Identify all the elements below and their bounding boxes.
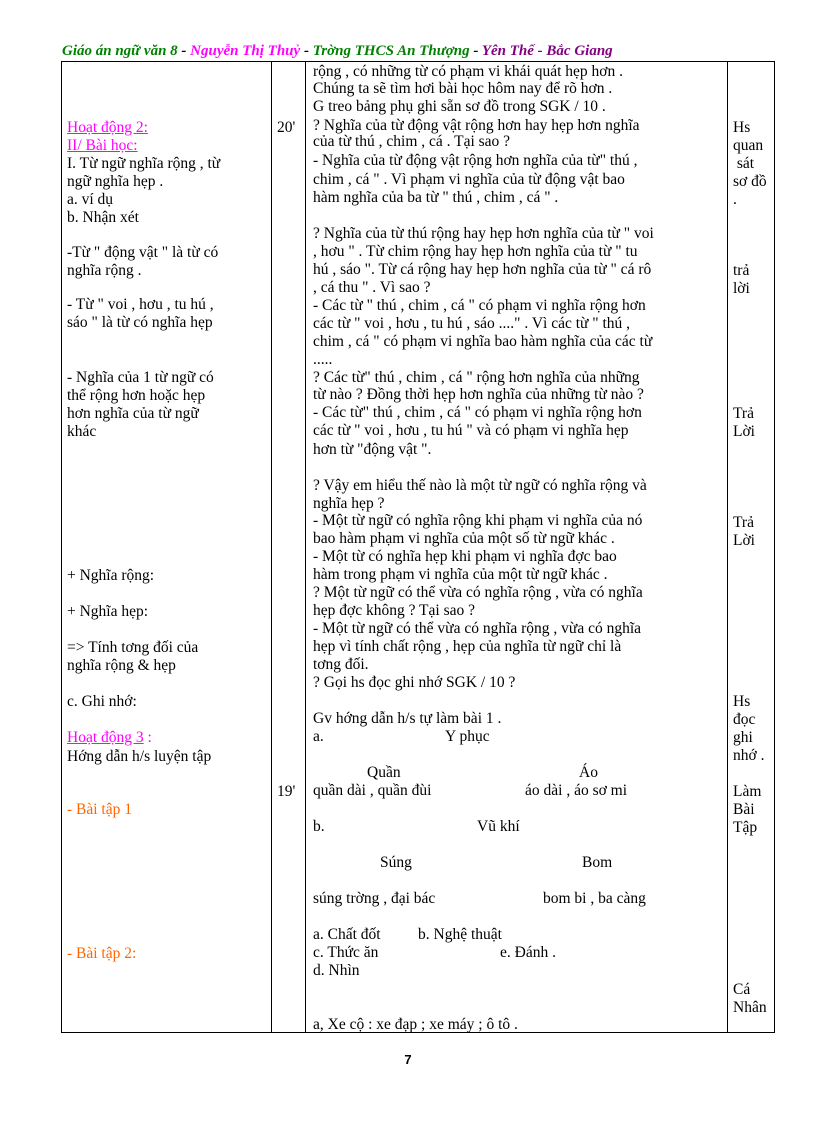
exercise-item: c. Thức ăn bbox=[313, 944, 379, 961]
student-activity: Cá bbox=[733, 981, 751, 998]
left-note: -Từ " động vật " là từ có bbox=[67, 244, 219, 261]
left-note: nghĩa rộng . bbox=[67, 262, 142, 279]
left-note: khác bbox=[67, 423, 97, 440]
content-line: tơng đối. bbox=[313, 656, 369, 673]
exercise-item: e. Đánh . bbox=[500, 944, 556, 961]
student-activity: Lời bbox=[733, 532, 755, 549]
content-line: ? Các từ" thú , chim , cá " rộng hơn nghĩa của những bbox=[313, 369, 640, 386]
content-line: ? Vậy em hiểu thế nào là một từ ngữ có nghĩa rộng và bbox=[313, 477, 647, 494]
content-line: hàm trong phạm vi nghĩa của một từ ngữ khác . bbox=[313, 566, 608, 583]
content-line: ? Một từ ngữ có thể vừa có nghĩa rộng , vừa có nghĩa bbox=[313, 584, 643, 601]
left-note: a. ví dụ bbox=[67, 191, 114, 208]
content-line: chim , cá " . Vì phạm vi nghĩa của từ động vật bao bbox=[313, 171, 625, 188]
diagram-leaf: bom bi , ba càng bbox=[543, 890, 646, 907]
content-line: - Các từ" thú , chim , cá " có phạm vi nghĩa rộng hơn bbox=[313, 404, 642, 421]
student-activity: đọc bbox=[733, 711, 756, 728]
content-line: - Nghĩa của từ động vật rộng hơn nghĩa của từ" thú , bbox=[313, 152, 638, 169]
content-line: hẹp đợc không ? Tại sao ? bbox=[313, 602, 476, 619]
section-title: II/ Bài học: bbox=[67, 137, 138, 154]
content-line: hàm nghĩa của ba từ " thú , chim , cá " . bbox=[313, 189, 559, 206]
content-line: G treo bảng phụ ghi sẵn sơ đồ trong SGK / 10 . bbox=[313, 98, 606, 115]
student-activity: . bbox=[733, 191, 737, 208]
diagram-label: b. bbox=[313, 818, 325, 835]
content-line: hơn từ "động vật ". bbox=[313, 441, 432, 458]
student-activity: Trả bbox=[733, 514, 754, 531]
lesson-table bbox=[61, 61, 775, 1033]
student-activity: Nhân bbox=[733, 999, 767, 1016]
content-line: , hơu " . Từ chim rộng hay hẹp hơn nghĩa của từ " tu bbox=[313, 243, 638, 260]
left-note: nghĩa rộng & hẹp bbox=[67, 657, 176, 674]
diagram-branch: Quần bbox=[367, 764, 401, 781]
content-line: ? Gọi hs đọc ghi nhớ SGK / 10 ? bbox=[313, 674, 516, 691]
left-note: I. Từ ngữ nghĩa rộng , từ bbox=[67, 155, 221, 172]
student-activity: Hs bbox=[733, 119, 751, 136]
student-activity: sơ đồ bbox=[733, 173, 767, 190]
left-note: + Nghĩa hẹp: bbox=[67, 603, 149, 620]
student-activity: Trả bbox=[733, 405, 754, 422]
student-activity: lời bbox=[733, 280, 750, 297]
student-activity: trả bbox=[733, 262, 750, 279]
column-divider bbox=[271, 62, 272, 1032]
student-activity: quan bbox=[733, 137, 764, 154]
content-line: , cá thu " . Vì sao ? bbox=[313, 279, 431, 296]
exercise-item: d. Nhìn bbox=[313, 962, 360, 979]
diagram-leaf: súng trờng , đại bác bbox=[313, 890, 436, 907]
left-note: c. Ghi nhớ: bbox=[67, 693, 137, 710]
content-line: các từ " voi , hơu , tu hú " và có phạm vi nghĩa hẹp bbox=[313, 422, 629, 439]
student-activity: Hs bbox=[733, 693, 751, 710]
content-line: - Các từ " thú , chim , cá " có phạm vi nghĩa rộng hơn bbox=[313, 297, 646, 314]
left-note: sáo " là từ có nghĩa hẹp bbox=[67, 314, 213, 331]
column-divider bbox=[727, 62, 728, 1032]
student-activity: sát bbox=[733, 155, 755, 172]
left-note: ngữ nghĩa hẹp . bbox=[67, 173, 164, 190]
left-note: - Nghĩa của 1 từ ngữ có bbox=[67, 369, 214, 386]
header-school: Trờng THCS An Thượng bbox=[312, 43, 470, 59]
exercise-1-label: - Bài tập 1 bbox=[67, 801, 132, 818]
content-line: chim , cá " có phạm vi nghĩa bao hàm nghĩa của các từ bbox=[313, 333, 653, 350]
exercise-2-label: - Bài tập 2: bbox=[67, 945, 137, 962]
content-line: rộng , có những từ có phạm vi khái quát hẹp hơn . bbox=[313, 63, 623, 80]
diagram-branch: Bom bbox=[582, 854, 613, 871]
exercise-item: b. Nghệ thuật bbox=[418, 926, 502, 943]
student-activity: Tập bbox=[733, 819, 758, 836]
content-line: ? Nghĩa của từ động vật rộng hơn hay hẹp hơn nghĩa bbox=[313, 117, 640, 134]
header-separator: - bbox=[177, 43, 191, 59]
student-activity: Bài bbox=[733, 801, 755, 818]
diagram-branch: Áo bbox=[579, 764, 598, 781]
activity-3-title bbox=[67, 729, 152, 748]
student-activity: Lời bbox=[733, 423, 755, 440]
exercise-item: a. Chất đốt bbox=[313, 926, 381, 943]
student-activity: ghi bbox=[733, 729, 753, 746]
student-activity: Làm bbox=[733, 783, 762, 800]
activity-3-colon: : bbox=[143, 729, 152, 746]
student-activity: nhớ . bbox=[733, 747, 765, 764]
page-header bbox=[62, 40, 752, 62]
content-line: các từ " voi , hơu , tu hú , sáo ...." . Vì các từ " thú , bbox=[313, 315, 631, 332]
content-line: hú , sáo ". Từ cá rộng hay hẹp hơn nghĩa của từ " cá rô bbox=[313, 261, 652, 278]
left-note: => Tính tơng đối của bbox=[67, 639, 199, 656]
activity-3-label: Hoạt động 3 bbox=[67, 729, 144, 746]
activity-2-title: Hoạt động 2: bbox=[67, 119, 148, 136]
left-note: Hớng dẫn h/s luyện tập bbox=[67, 748, 212, 765]
header-location: Yên Thế - Bắc Giang bbox=[481, 43, 613, 59]
header-subject: Giáo án ngữ văn 8 bbox=[62, 43, 178, 59]
content-line: ..... bbox=[313, 351, 333, 368]
content-line: - Một từ ngữ có thể vừa có nghĩa rộng , vừa có nghĩa bbox=[313, 620, 642, 637]
diagram-root: Vũ khí bbox=[477, 818, 520, 835]
content-line: Gv hớng dẫn h/s tự làm bài 1 . bbox=[313, 710, 502, 727]
header-teacher: Nguyễn Thị Thuỷ bbox=[190, 43, 301, 59]
content-line: - Một từ có nghĩa hẹp khi phạm vi nghĩa đợc bao bbox=[313, 548, 617, 565]
exercise-item: a, Xe cộ : xe đạp ; xe máy ; ô tô . bbox=[313, 1016, 518, 1033]
content-line: hẹp vì tính chất rộng , hẹp của nghĩa từ ngữ chỉ là bbox=[313, 638, 622, 655]
header-separator: - bbox=[469, 43, 482, 59]
diagram-branch: Súng bbox=[380, 854, 412, 871]
content-line: - Một từ ngữ có nghĩa rộng khi phạm vi nghĩa của nó bbox=[313, 512, 643, 529]
content-line: của từ thú , chim , cá . Tại sao ? bbox=[313, 133, 511, 150]
content-line: bao hàm phạm vi nghĩa của một số từ ngữ khác . bbox=[313, 530, 615, 547]
time-label: 20' bbox=[277, 119, 296, 136]
left-note: hơn nghĩa của từ ngữ bbox=[67, 405, 199, 422]
content-line: ? Nghĩa của từ thú rộng hay hẹp hơn nghĩa của từ " voi bbox=[313, 225, 654, 242]
diagram-leaf: áo dài , áo sơ mi bbox=[525, 782, 628, 799]
time-label: 19' bbox=[277, 783, 296, 800]
content-line: Chúng ta sẽ tìm hơi bài học hôm nay để rõ hơn . bbox=[313, 80, 613, 97]
header-separator: - bbox=[300, 43, 313, 59]
column-divider bbox=[305, 62, 306, 1032]
left-note: + Nghĩa rộng: bbox=[67, 567, 155, 584]
left-note: b. Nhận xét bbox=[67, 209, 139, 226]
diagram-label: a. bbox=[313, 728, 324, 745]
left-note: thể rộng hơn hoặc hẹp bbox=[67, 387, 206, 404]
left-note: - Từ " voi , hơu , tu hú , bbox=[67, 296, 214, 313]
diagram-leaf: quần dài , quần đùi bbox=[313, 782, 432, 799]
content-line: từ nào ? Đồng thời hẹp hơn nghĩa của những từ nào ? bbox=[313, 386, 644, 403]
page-number: 7 bbox=[404, 1052, 412, 1067]
content-line: nghĩa hẹp ? bbox=[313, 495, 385, 512]
diagram-root: Y phục bbox=[445, 728, 490, 745]
